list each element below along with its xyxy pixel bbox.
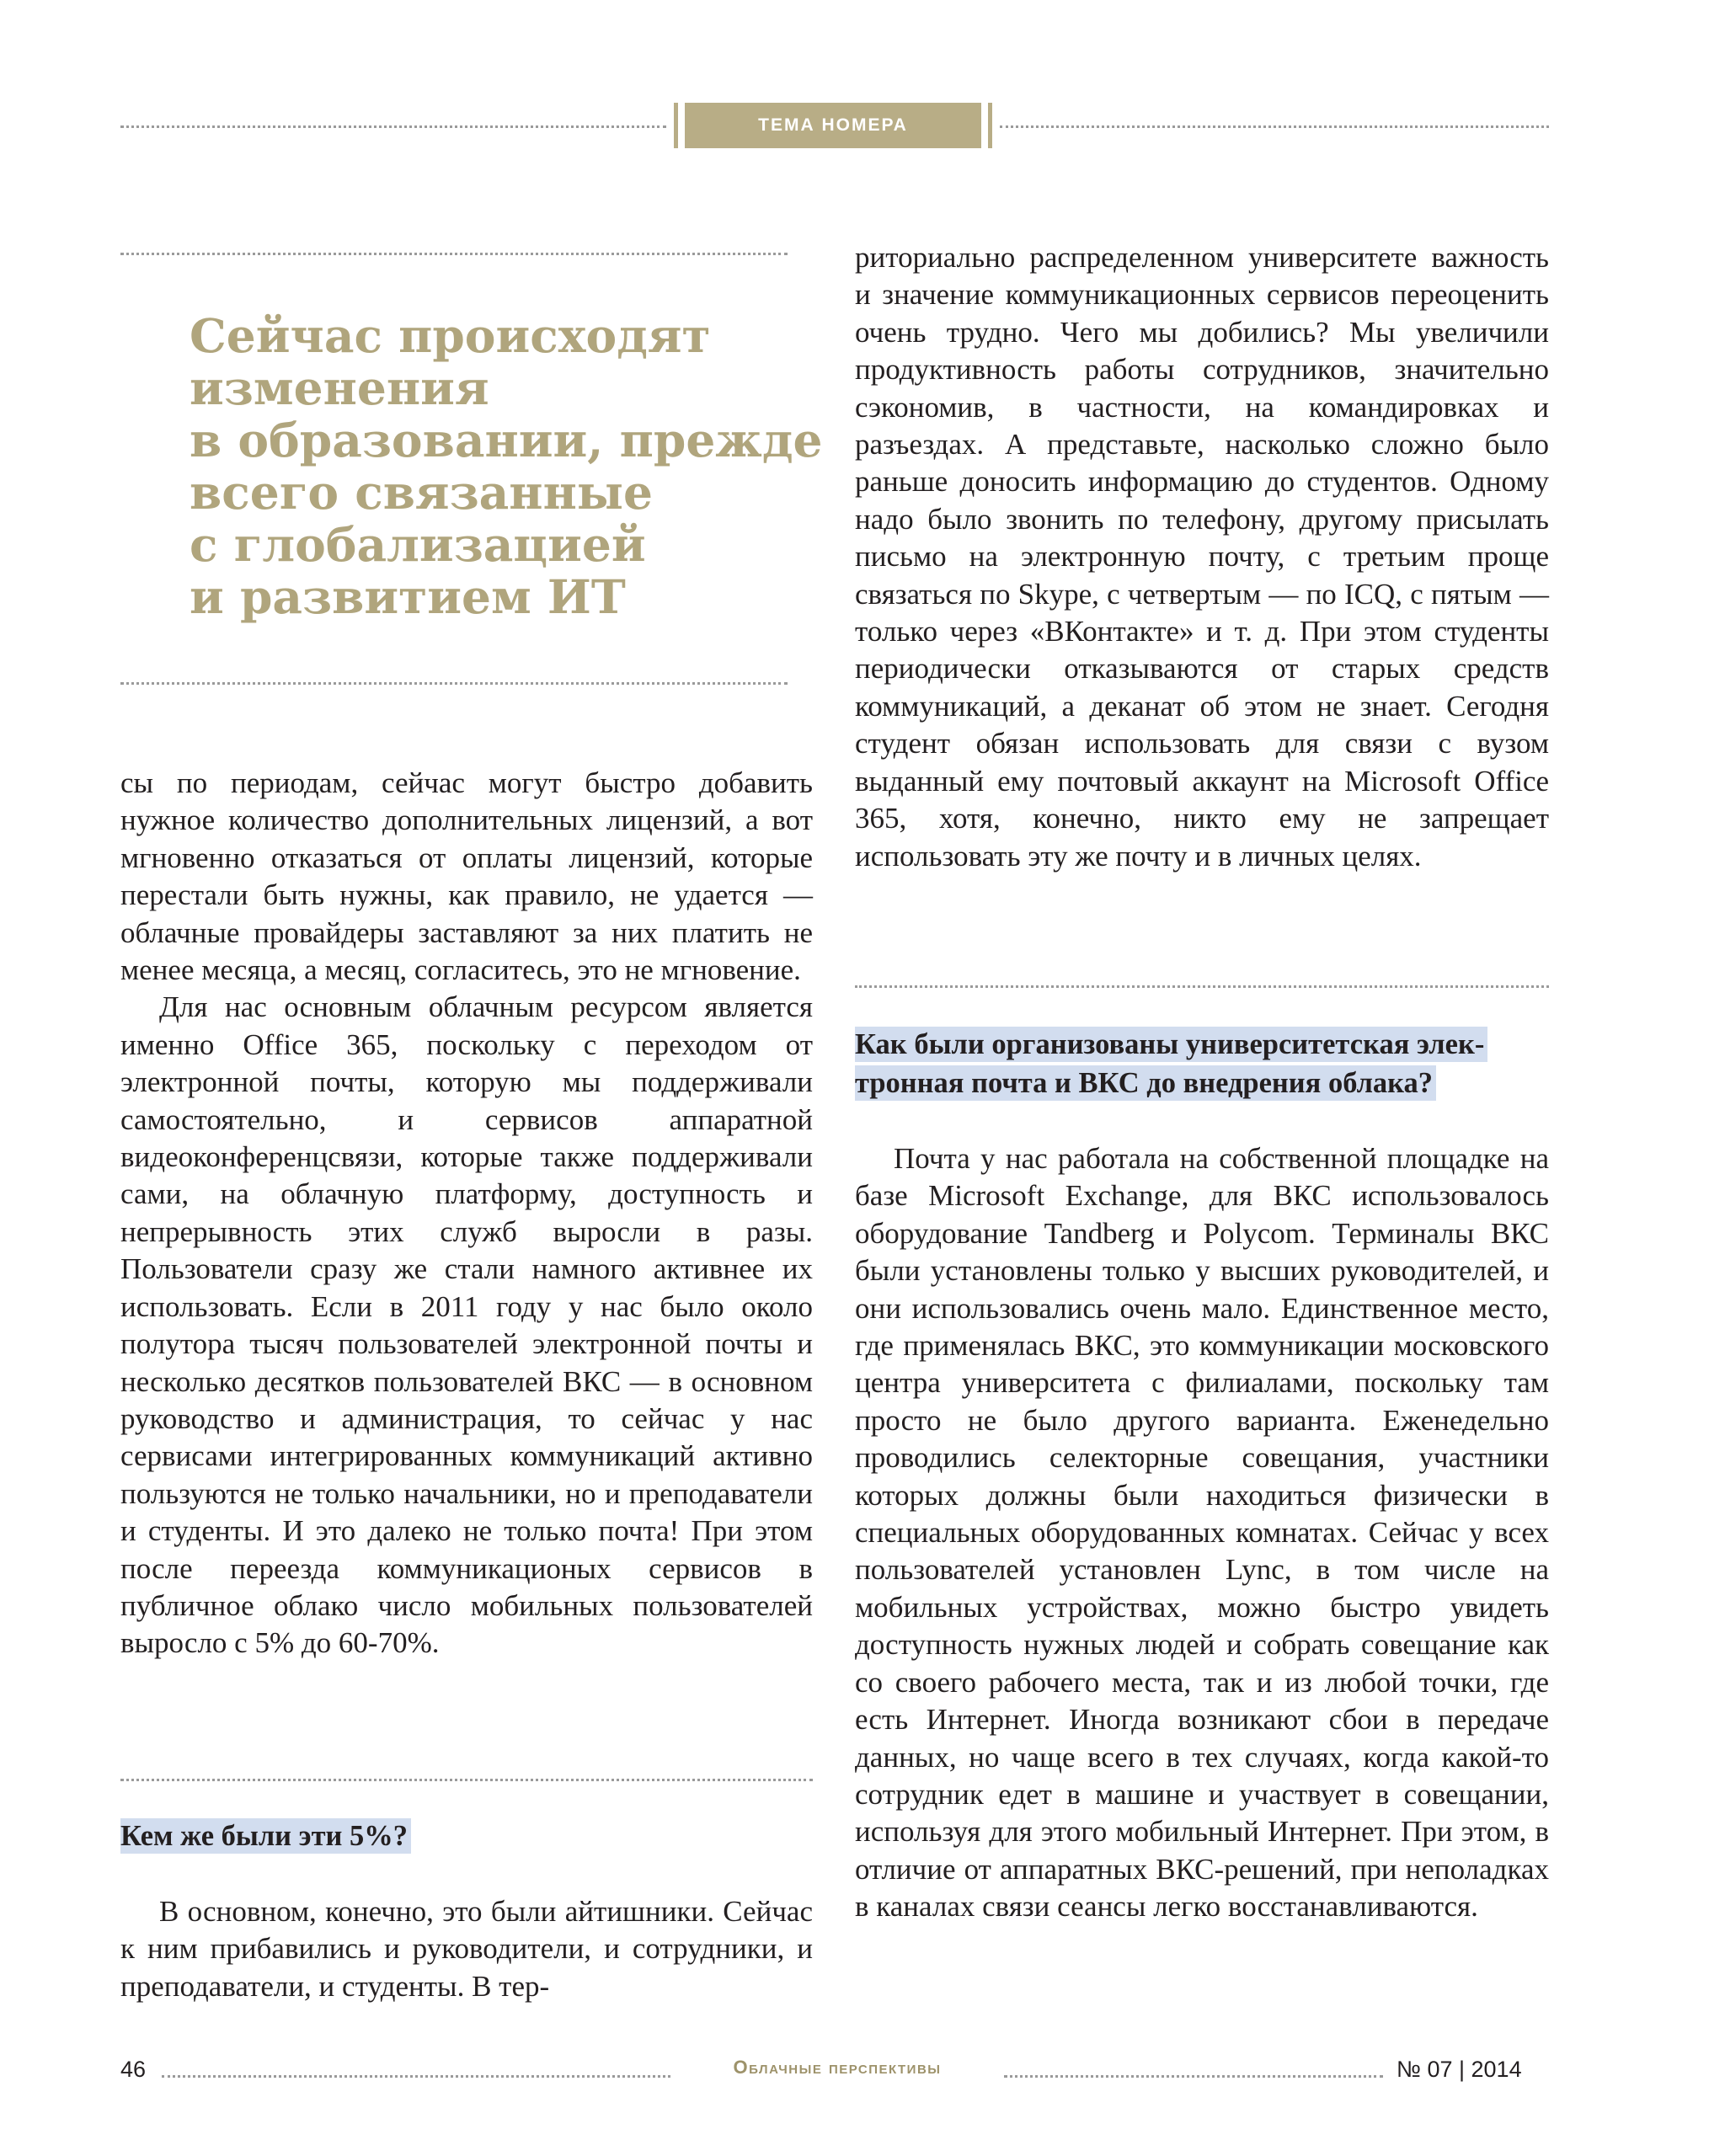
pull-quote-rule-top	[120, 253, 788, 255]
section-label: ТЕМА НОМЕРА	[685, 103, 981, 148]
question-text: Кем же были эти 5%?	[120, 1818, 411, 1854]
pull-quote-rule-bottom	[120, 682, 788, 685]
right-column-answer	[855, 1140, 1549, 1926]
pull-quote-line: с глобализацией	[190, 517, 646, 572]
body-paragraph: сы по периодам, сейчас могут быстро добавить нужное количество дополнительных лицензий, а вот мгновенно отказаться от оплаты лицензий, которые перестали быть нужны, как правило, не удается — облачные провайдеры заставляют за них платить не менее месяца, а месяц, согласитесь, это не мгновение.	[120, 766, 813, 987]
section-tab-right-bar	[988, 103, 992, 148]
pull-quote-line: всего связанные	[190, 465, 653, 520]
left-question-rule	[120, 1779, 813, 1781]
interview-question	[120, 1817, 411, 1855]
left-column-answer	[120, 1893, 813, 2005]
footer-rule-left	[162, 2075, 670, 2078]
section-tab	[674, 103, 992, 148]
header-rule-left	[120, 125, 666, 128]
body-paragraph: Почта у нас работала на собственной площадке на базе Microsoft Exchange, для ВКС использовалось оборудование Tandberg и Polycom. Терминалы ВКС были установлены только у высших руководителей, и они использовались очень мало. Единственное место, где применялась ВКС, это коммуникации московского центра университета с филиалами, поскольку там просто не было другого варианта. Еженедельно проводились селекторные совещания, участники которых должны были находиться физически в специальных оборудованных комнатах. Сейчас у всех пользователей установлен Lync, в том числе на мобильных устройствах, можно быстро увидеть доступность нужных людей и собрать совещание как со своего рабочего места, так и из любой точки, где есть Интернет. Иногда возникают сбои в передаче данных, но чаще всего в тех случаях, когда какой-то сотрудник едет в машине и участвует в совещании, используя для этого мобильный Интернет. При этом, в отличие от аппаратных ВКС-решений, при неполадках в каналах связи сеансы легко восстанавливаются.	[855, 1142, 1549, 1924]
left-column-body	[120, 765, 813, 1662]
header-rule-right	[1000, 125, 1549, 128]
pull-quote-line: в образовании, прежде	[190, 413, 823, 467]
pull-quote-line: Сейчас происходят	[190, 308, 711, 363]
pull-quote-line: изменения	[190, 360, 489, 415]
right-question-rule	[855, 985, 1549, 988]
question-text-line: тронная почта и ВКС до внедрения облака?	[855, 1065, 1436, 1101]
pull-quote	[190, 308, 823, 624]
pull-quote-line: и развитием ИТ	[190, 569, 626, 624]
body-paragraph: Для нас основным облачным ресурсом является именно Office 365, поскольку с переходом от электронной почты, которую мы поддерживали самостоятельно, и сервисов аппаратной видеоконференцсвязи, которые также поддерживали сами, на облачную платформу, доступность и непрерывность этих служб выросли в разы. Пользователи сразу же стали намного активнее их использовать. Если в 2011 году у нас было около полутора тысяч пользователей электронной почты и несколько десятков пользователей ВКС — в основном руководство и администрация, то сейчас у нас сервисами интегрированных коммуникаций активно пользуются не только начальники, но и преподаватели и студенты. И это далеко не только почта! При этом после переезда коммуникационых сервисов в публичное облако число мобильных пользователей выросло с 5% до 60-70%.	[120, 990, 813, 1660]
issue-number: № 07 | 2014	[1397, 2057, 1522, 2082]
footer-rule-right	[1004, 2075, 1383, 2078]
interview-question	[855, 1025, 1487, 1102]
section-tab-left-bar	[674, 103, 678, 148]
right-column-body	[855, 239, 1549, 875]
body-paragraph: В основном, конечно, это были айтишники. Сейчас к ним прибавились и руководители, и сотрудники, и преподаватели, и студенты. В тер-	[120, 1895, 813, 2003]
body-paragraph: риториально распределенном университете важность и значение коммуникационных сервисов переоценить очень трудно. Чего мы добились? Мы увеличили продуктивность работы сотрудников, значительно сэкономив, в частности, на командировках и разъездах. А представьте, насколько сложно было раньше доносить информацию до студентов. Одному надо было звонить по телефону, другому присылать письмо на электронную почту, с третьим проще связаться по Skype, с четвертым — по ICQ, с пятым — только через «ВКонтакте» и т. д. При этом студенты периодически отказываются от старых средств коммуникаций, а деканат об этом не знает. Сегодня студент обязан использовать для связи с вузом выданный ему почтовый аккаунт на Microsoft Office 365, хотя, конечно, никто ему не запрещает использовать эту же почту и в личных целях.	[855, 241, 1549, 873]
question-text-line: Как были организованы университетская элек-	[855, 1027, 1487, 1062]
magazine-title: Облачные перспективы	[733, 2057, 942, 2078]
page-number: 46	[120, 2057, 147, 2082]
